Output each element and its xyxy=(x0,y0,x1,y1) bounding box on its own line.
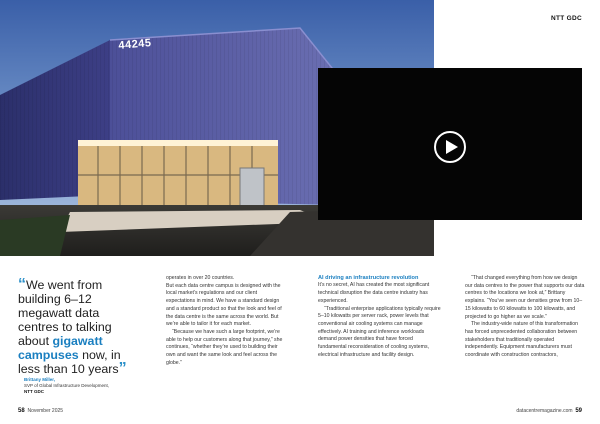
paragraph: “Traditional enterprise applications typically require 5–10 kilowatts per server rack, power levels that conventional air cooling systems can manage effectively. AI training and inference workloads demand power densities that have forced fundamental reconsideration of cooling systems, electrical infrastructure and facility design. xyxy=(318,305,441,358)
attribution-org: NTT GDC xyxy=(24,389,44,394)
quote-text-before: We went from building 6–12 megawatt data centres to talking about xyxy=(18,278,112,348)
paragraph: The industry-wide nature of this transformation has forced unprecedented collaboration between stakeholders that traditionally operated independently. Equipment manufacturers must coordinate with construction contractors, xyxy=(465,321,578,359)
body-column-2 xyxy=(318,275,442,359)
body-column-1 xyxy=(166,275,286,367)
paragraph: It’s no secret, AI has created the most significant technical disruption the data centre industry has experienced. xyxy=(318,282,430,304)
attribution-title: SVP of Global Infrastructure Development, xyxy=(24,383,109,388)
brand-label: NTT GDC xyxy=(551,15,582,22)
paragraph: operates in over 20 countries. xyxy=(166,275,235,281)
body-column-3 xyxy=(465,275,585,360)
page-number-right: 59 xyxy=(575,408,582,414)
attribution-name: Brittany Miller, xyxy=(24,377,56,382)
quote-text-after: now, in less than 10 years xyxy=(18,348,121,376)
section-heading: AI driving an infrastructure revolution xyxy=(318,275,419,281)
paragraph: “Because we have such a large footprint, we’re able to help our customers along that journey,” she continues, “whether they’re used to building their own and want the same look and feel across the globe.” xyxy=(166,328,283,366)
issue-date: November 2025 xyxy=(27,408,64,414)
play-circle-icon[interactable] xyxy=(433,130,467,164)
footer-left xyxy=(18,408,63,414)
paragraph: “That changed everything from how we design our data centres to the power that supports our data centres to the locations we look at,” Brittany explains. “You’ve seen our densities grow from 10–15 kilowatts to 60 kilowatts to 100 kilowatts, and projected to go higher as we scale.” xyxy=(465,275,585,320)
building-number: 44245 xyxy=(118,37,153,52)
site-url[interactable]: datacentremagazine.com xyxy=(516,408,573,414)
quote-highlight: gigawatt campuses xyxy=(18,334,103,362)
footer-right xyxy=(516,408,582,414)
close-quote-mark: ” xyxy=(118,360,127,377)
quote-attribution xyxy=(24,377,148,395)
page-number-left: 58 xyxy=(18,408,25,414)
pull-quote xyxy=(18,278,140,376)
open-quote-mark: “ xyxy=(18,276,26,293)
paragraph: But each data centre campus is designed with the local market’s regulations and our client expectations in mind. We have a standard design and a standard product so that the look and feel of the data centre is the same across the world. But we’re able to tailor it for each market. xyxy=(166,282,282,328)
